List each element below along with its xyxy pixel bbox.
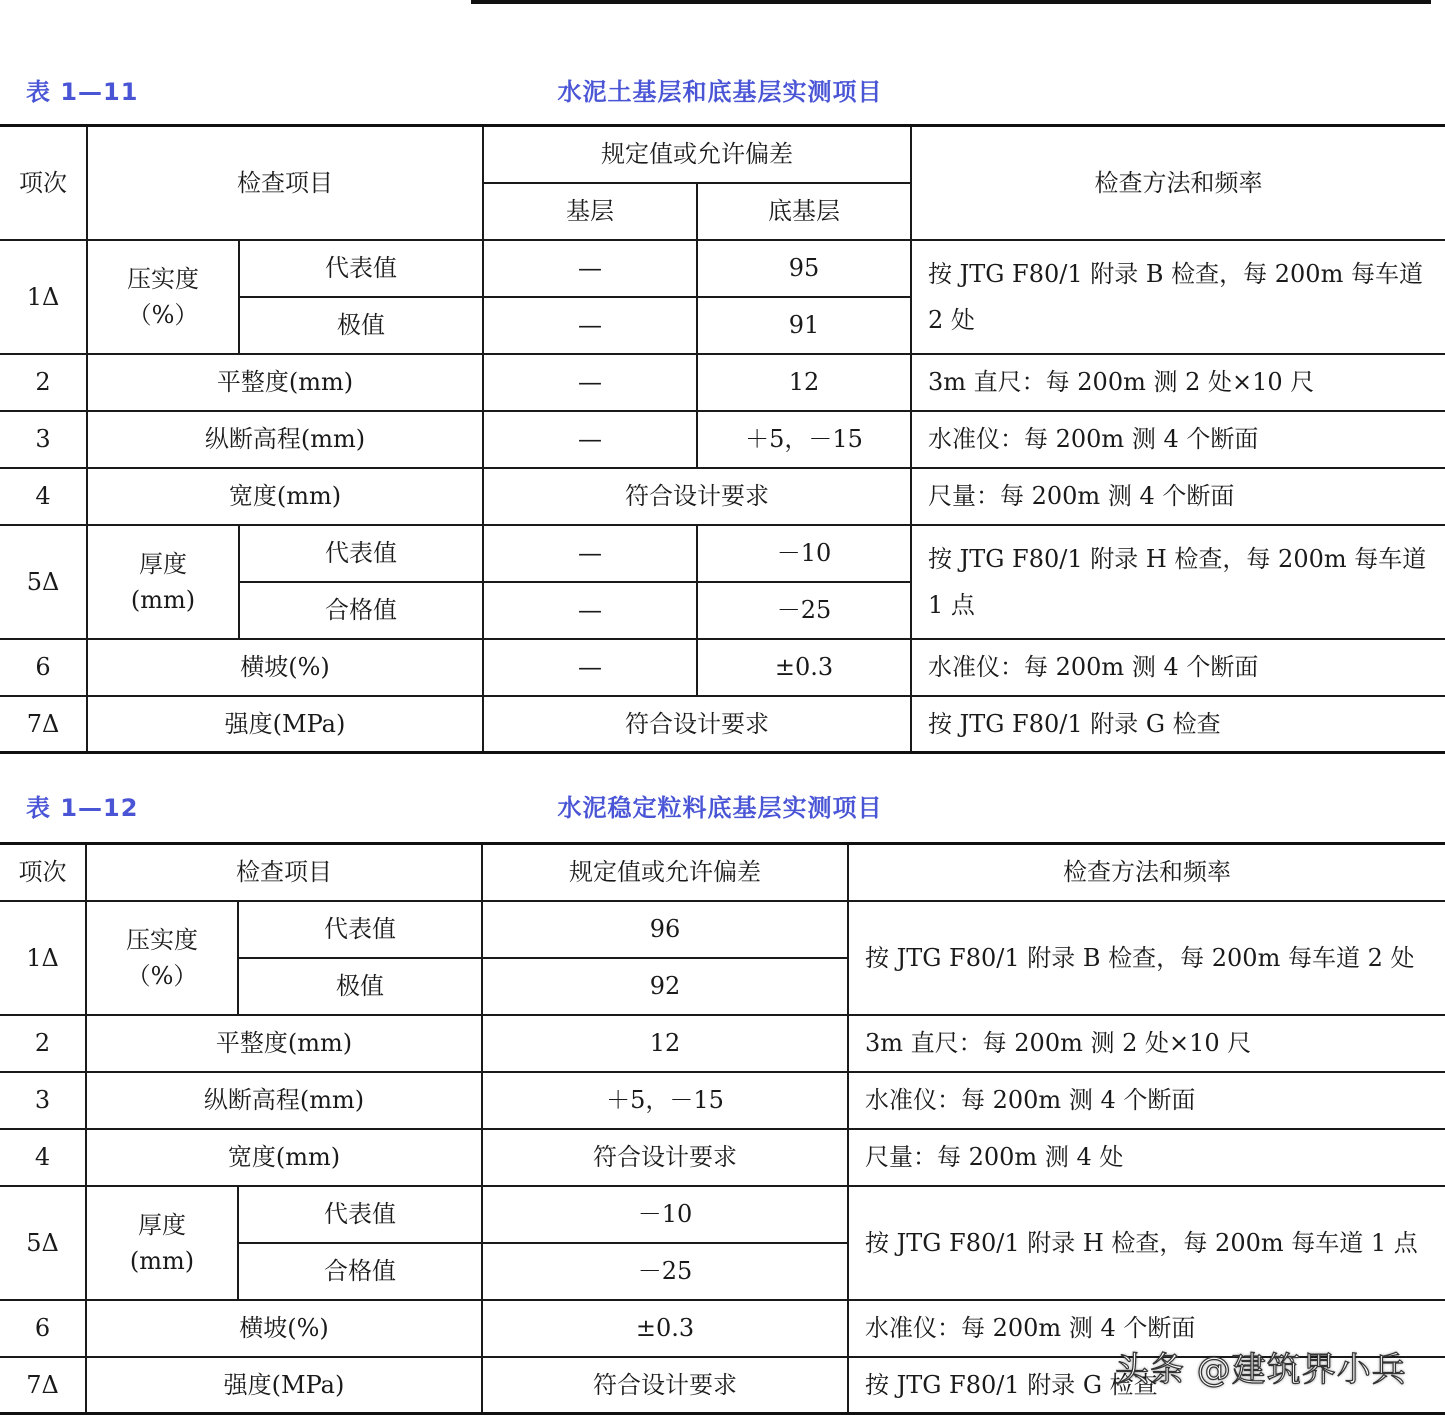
t2-r1-sub2: 极值 [238,958,482,1015]
t1-r2-method: 3m 直尺：每 200m 测 2 处×10 尺 [911,354,1445,411]
t1-r6-subbase: ±0.3 [697,639,911,696]
t1-r1-base1: — [483,240,697,297]
table1-title: 水泥土基层和底基层实测项目 [557,78,883,106]
t1-header-spec: 规定值或允许偏差 [483,126,911,183]
t1-r2-no: 2 [0,354,87,411]
t1-header-item-no: 项次 [0,126,87,240]
t1-r5-base2: — [483,582,697,639]
t1-r1-no: 1Δ [0,240,87,354]
t2-r1-val1: 96 [482,901,848,958]
t1-r7-spec: 符合设计要求 [483,696,911,753]
table1-caption [0,72,1445,112]
t2-r2-item: 平整度(mm) [86,1015,482,1072]
t1-r1-subval1: 95 [697,240,911,297]
t2-r3-spec: ＋5，－15 [482,1072,848,1129]
t1-r7-method: 按 JTG F80/1 附录 G 检查 [911,696,1445,753]
t1-r3-subbase: ＋5，－15 [697,411,911,468]
t2-r6-method: 水准仪：每 200m 测 4 个断面 [848,1300,1445,1357]
t1-r6-no: 6 [0,639,87,696]
t1-r1-sub1: 代表值 [239,240,483,297]
t2-header-spec: 规定值或允许偏差 [482,844,848,901]
t2-r3-item: 纵断高程(mm) [86,1072,482,1129]
t2-r5-method: 按 JTG F80/1 附录 H 检查，每 200m 每车道 1 点 [848,1186,1445,1300]
t2-r5-item: 厚度 (mm) [86,1186,238,1300]
t1-r5-sub2: 合格值 [239,582,483,639]
watermark: 头条 @建筑界小兵 [1115,1350,1407,1390]
t1-r3-item: 纵断高程(mm) [87,411,483,468]
t2-r1-sub1: 代表值 [238,901,482,958]
t2-r4-no: 4 [0,1129,86,1186]
table1 [0,124,1445,754]
t1-r1-method: 按 JTG F80/1 附录 B 检查，每 200m 每车道 2 处 [911,240,1445,354]
t2-r4-spec: 符合设计要求 [482,1129,848,1186]
t2-r5-val2: －25 [482,1243,848,1300]
t2-r7-item: 强度(MPa) [86,1357,482,1414]
t1-r4-method: 尺量：每 200m 测 4 个断面 [911,468,1445,525]
t1-r2-base: — [483,354,697,411]
t2-r5-no: 5Δ [0,1186,86,1300]
t1-r5-sub1: 代表值 [239,525,483,582]
t2-r3-method: 水准仪：每 200m 测 4 个断面 [848,1072,1445,1129]
table1-number: 表 1—11 [26,78,139,106]
t2-r6-no: 6 [0,1300,86,1357]
t1-r5-no: 5Δ [0,525,87,639]
t2-r7-spec: 符合设计要求 [482,1357,848,1414]
t1-r5-base1: — [483,525,697,582]
t2-r2-spec: 12 [482,1015,848,1072]
t2-header-item-no: 项次 [0,844,86,901]
t1-r3-method: 水准仪：每 200m 测 4 个断面 [911,411,1445,468]
t1-header-subbase: 底基层 [697,183,911,240]
t2-r3-no: 3 [0,1072,86,1129]
t2-r6-spec: ±0.3 [482,1300,848,1357]
t1-r3-no: 3 [0,411,87,468]
t2-r7-no: 7Δ [0,1357,86,1414]
t1-r1-sub2: 极值 [239,297,483,354]
t1-r5-method: 按 JTG F80/1 附录 H 检查，每 200m 每车道 1 点 [911,525,1445,639]
t2-r5-val1: －10 [482,1186,848,1243]
t1-r4-no: 4 [0,468,87,525]
t1-r7-no: 7Δ [0,696,87,753]
top-rule [471,0,1431,4]
t2-r4-item: 宽度(mm) [86,1129,482,1186]
t2-r4-method: 尺量：每 200m 测 4 处 [848,1129,1445,1186]
t1-header-check-item: 检查项目 [87,126,483,240]
table2-title: 水泥稳定粒料底基层实测项目 [557,794,883,822]
t1-r5-subval2: －25 [697,582,911,639]
t1-header-method: 检查方法和频率 [911,126,1445,240]
t2-r5-sub2: 合格值 [238,1243,482,1300]
t2-r7-method: 按 JTG F80/1 附录 G 检查 [848,1357,1445,1414]
t1-r4-item: 宽度(mm) [87,468,483,525]
t2-r1-no: 1Δ [0,901,86,1015]
t1-r1-base2: — [483,297,697,354]
t2-r2-method: 3m 直尺：每 200m 测 2 处×10 尺 [848,1015,1445,1072]
table2 [0,842,1445,1415]
t1-r6-item: 横坡(%) [87,639,483,696]
t1-r1-item: 压实度 （%） [87,240,239,354]
table2-number: 表 1—12 [26,794,139,822]
t2-r6-item: 横坡(%) [86,1300,482,1357]
t1-header-base: 基层 [483,183,697,240]
t1-r6-method: 水准仪：每 200m 测 4 个断面 [911,639,1445,696]
t1-r5-item: 厚度 (mm) [87,525,239,639]
t1-r6-base: — [483,639,697,696]
t2-r1-method: 按 JTG F80/1 附录 B 检查，每 200m 每车道 2 处 [848,901,1445,1015]
t2-header-check-item: 检查项目 [86,844,482,901]
t1-r4-spec: 符合设计要求 [483,468,911,525]
t1-r5-subval1: －10 [697,525,911,582]
t2-r1-val2: 92 [482,958,848,1015]
t2-r1-item: 压实度 （%） [86,901,238,1015]
t1-r3-base: — [483,411,697,468]
t1-r7-item: 强度(MPa) [87,696,483,753]
t2-header-method: 检查方法和频率 [848,844,1445,901]
t1-r2-item: 平整度(mm) [87,354,483,411]
t1-r1-subval2: 91 [697,297,911,354]
table2-caption [0,788,1445,828]
t1-r2-subbase: 12 [697,354,911,411]
t2-r2-no: 2 [0,1015,86,1072]
t2-r5-sub1: 代表值 [238,1186,482,1243]
